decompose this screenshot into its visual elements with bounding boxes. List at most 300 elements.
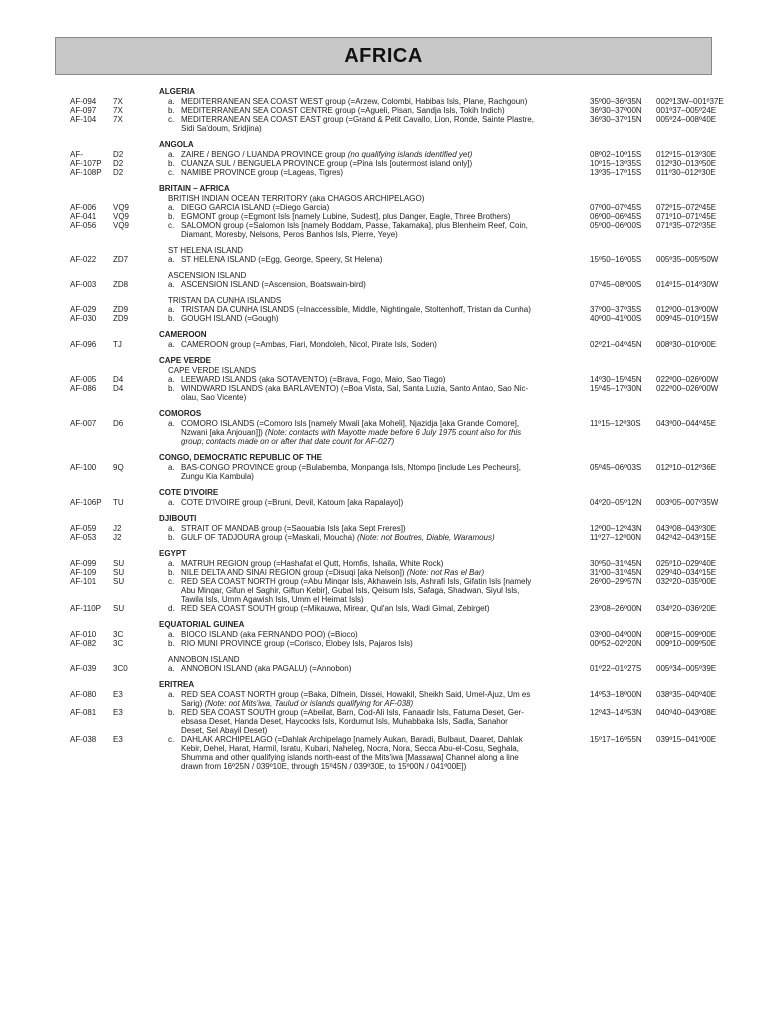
- entry-description: CUANZA SUL / BENGUELA PROVINCE group (=Pina Isls [outermost island only]): [181, 159, 473, 168]
- island-entry: [0, 630, 768, 639]
- entry-description: COMORO ISLANDS (=Comoro Isls [namely Mwali [aka Moheli], Njazidja [aka Grande Comore],: [181, 419, 520, 428]
- entry-letter: d.: [168, 604, 175, 613]
- entry-description: BIOCO ISLAND (aka FERNANDO POO) (=Bioco): [181, 630, 358, 639]
- latitude-range: 12º00–12º43N: [590, 524, 642, 533]
- iota-reference: AF-094: [70, 97, 97, 106]
- island-entry-continuation: [0, 428, 768, 437]
- entry-description: ANNOBON ISLAND (aka PAGALU) (=Annobon): [181, 664, 352, 673]
- callsign-prefix: D6: [113, 419, 124, 428]
- callsign-prefix: E3: [113, 735, 123, 744]
- iota-reference: AF-101: [70, 577, 97, 586]
- country-name: DJIBOUTI: [159, 514, 197, 523]
- island-entry-continuation: [0, 699, 768, 708]
- entry-description: Sidi Sa'doum, Sridjina): [181, 124, 262, 133]
- entry-letter: b.: [168, 314, 175, 323]
- iota-reference: AF-110P: [70, 604, 101, 613]
- country-section: [0, 140, 768, 177]
- entry-description: ST HELENA ISLAND (=Egg, George, Speery, St Helena): [181, 255, 383, 264]
- island-entry-continuation: [0, 717, 768, 726]
- longitude-range: 012º10–012º36E: [656, 463, 717, 472]
- iota-reference: AF-030: [70, 314, 97, 323]
- island-entry: [0, 708, 768, 717]
- entry-description: WINDWARD ISLANDS (aka BARLAVENTO) (=Boa Vista, Sal, Santa Luzia, Santo Antao, Sao Nic-: [181, 384, 529, 393]
- country-name: ERITREA: [159, 680, 195, 689]
- island-entry: [0, 375, 768, 384]
- callsign-prefix: D2: [113, 159, 124, 168]
- entry-description: DAHLAK ARCHIPELAGO (=Dahlak Archipelago [namely Aukan, Baradi, Bulbaut, Daaret, Dahlak: [181, 735, 523, 744]
- island-entry: [0, 604, 768, 613]
- island-entry: [0, 106, 768, 115]
- entry-description: Shumma and other qualifying islands north-east of the Mits'iwa [Massawa] Channel along a line: [181, 753, 519, 762]
- latitude-range: 15º17–16º55N: [590, 735, 642, 744]
- latitude-range: 40º00–41º00S: [590, 314, 642, 323]
- latitude-range: 02º21–04º45N: [590, 340, 642, 349]
- iota-reference: AF-097: [70, 106, 97, 115]
- longitude-range: 012º30–013º50E: [656, 159, 717, 168]
- longitude-range: 001º37–005º24E: [656, 106, 717, 115]
- country-section: [0, 549, 768, 613]
- island-entry: [0, 735, 768, 744]
- latitude-range: 10º15–13º35S: [590, 159, 642, 168]
- latitude-range: 36º30–37º15N: [590, 115, 642, 124]
- country-section: [0, 330, 768, 349]
- entry-description: COTE D'IVOIRE group (=Bruni, Devil, Katoum [aka Rapalayo]): [181, 498, 404, 507]
- entry-description: Sarig) (Note: not Mits'iwa, Taulud or islands qualifying for AF-038): [181, 699, 414, 708]
- longitude-range: 009º10–009º50E: [656, 639, 717, 648]
- entry-description: RED SEA COAST SOUTH group (=Abeilat, Barn, Cod-Ali Isls, Fanaadir Isls, Fatuma Deset, Ger-: [181, 708, 524, 717]
- entry-letter: a.: [168, 419, 175, 428]
- entry-description: LEEWARD ISLANDS (aka SOTAVENTO) (=Brava, Fogo, Maio, Sao Tiago): [181, 375, 446, 384]
- island-entry-continuation: [0, 230, 768, 239]
- latitude-range: 15º50–16º05S: [590, 255, 642, 264]
- page-title: AFRICA: [344, 44, 423, 67]
- island-entry: [0, 314, 768, 323]
- iota-reference: AF-100: [70, 463, 97, 472]
- entry-letter: c.: [168, 577, 175, 586]
- country-heading: [0, 87, 768, 97]
- iota-reference: AF-039: [70, 664, 97, 673]
- callsign-prefix: 7X: [113, 97, 123, 106]
- country-name: ANGOLA: [159, 140, 194, 149]
- entry-description: SALOMON group (=Salomon Isls [namely Boddam, Passe, Takamaka], plus Blenheim Reef, Coin,: [181, 221, 528, 230]
- callsign-prefix: VQ9: [113, 203, 130, 212]
- callsign-prefix: 7X: [113, 106, 123, 115]
- entry-description: NAMIBE PROVINCE group (=Lageas, Tigres): [181, 168, 344, 177]
- entry-letter: b.: [168, 639, 175, 648]
- latitude-range: 36º30–37º00N: [590, 106, 642, 115]
- longitude-range: 011º30–012º30E: [656, 168, 716, 177]
- entry-letter: b.: [168, 384, 175, 393]
- entry-description: MEDITERRANEAN SEA COAST EAST group (=Grand & Petit Cavallo, Lion, Ronde, Sainte Plastre,: [181, 115, 534, 124]
- latitude-range: 05º45–06º03S: [590, 463, 642, 472]
- island-entry: [0, 690, 768, 699]
- callsign-prefix: ZD8: [113, 280, 129, 289]
- callsign-prefix: 9Q: [113, 463, 124, 472]
- latitude-range: 23º08–26º00N: [590, 604, 642, 613]
- group-subtitle-text: CAPE VERDE ISLANDS: [168, 366, 257, 375]
- callsign-prefix: SU: [113, 604, 125, 613]
- island-entry-continuation: [0, 762, 768, 771]
- country-name: BRITAIN – AFRICA: [159, 184, 230, 193]
- longitude-range: 008º30–010º00E: [656, 340, 717, 349]
- island-entry-continuation: [0, 472, 768, 481]
- island-entry-continuation: [0, 753, 768, 762]
- entry-description: Zungu Kia Kambula): [181, 472, 254, 481]
- entry-description: Abu Minqar, Gifun el Saghir, Giftun Kebir], Gubal Isls, Qeisum Isls, Safaga, Shadwan, Siyul Isls,: [181, 586, 520, 595]
- group-subtitle: [0, 296, 768, 305]
- entry-letter: b.: [168, 533, 175, 542]
- entry-description: BAS-CONGO PROVINCE group (=Bulabemba, Monpanga Isls, Ntompo [include Les Pecheurs],: [181, 463, 521, 472]
- iota-reference: AF-080: [70, 690, 97, 699]
- callsign-prefix: D4: [113, 384, 124, 393]
- callsign-prefix: D2: [113, 150, 124, 159]
- latitude-range: 07º45–08º00S: [590, 280, 642, 289]
- latitude-range: 15º45–17º30N: [590, 384, 642, 393]
- latitude-range: 14º53–18º00N: [590, 690, 642, 699]
- group-subtitle-text: TRISTAN DA CUNHA ISLANDS: [168, 296, 282, 305]
- entry-letter: a.: [168, 305, 175, 314]
- longitude-range: 038º35–040º40E: [656, 690, 717, 699]
- latitude-range: 00º52–02º20N: [590, 639, 642, 648]
- island-entry: [0, 639, 768, 648]
- entry-description: ZAIRE / BENGO / LUANDA PROVINCE group (no qualifying islands identified yet): [181, 150, 473, 159]
- callsign-prefix: J2: [113, 524, 122, 533]
- latitude-range: 12º43–14º53N: [590, 708, 642, 717]
- group-subtitle: [0, 246, 768, 255]
- callsign-prefix: TJ: [113, 340, 122, 349]
- country-section: [0, 620, 768, 673]
- entry-description: ASCENSION ISLAND (=Ascension, Boatswain-bird): [181, 280, 366, 289]
- callsign-prefix: SU: [113, 577, 125, 586]
- entry-description: NILE DELTA AND SINAI REGION group (=Disuqi [aka Nelson]) (Note: not Ras el Bar): [181, 568, 485, 577]
- island-entry: [0, 255, 768, 264]
- entry-letter: a.: [168, 280, 175, 289]
- country-section: [0, 514, 768, 542]
- island-entry: [0, 568, 768, 577]
- entry-letter: a.: [168, 524, 175, 533]
- group-subtitle: [0, 655, 768, 664]
- country-heading: [0, 620, 768, 630]
- longitude-range: 025º10–029º40E: [656, 559, 717, 568]
- country-heading: [0, 330, 768, 340]
- iota-reference: AF-106P: [70, 498, 102, 507]
- longitude-range: 005º35–005º50W: [656, 255, 719, 264]
- latitude-range: 08º02–10º15S: [590, 150, 642, 159]
- group-subtitle-text: ANNOBON ISLAND: [168, 655, 240, 664]
- callsign-prefix: 3C: [113, 630, 124, 639]
- entry-description: Tawila Isls, Umm Agawish Isls, Umm el Heimat Isls): [181, 595, 364, 604]
- entry-letter: a.: [168, 203, 175, 212]
- country-section: [0, 184, 768, 323]
- longitude-range: 032º20–035º00E: [656, 577, 717, 586]
- entry-letter: c.: [168, 168, 175, 177]
- entry-description: olau, Sao Vicente): [181, 393, 247, 402]
- latitude-range: 35º00–36º35N: [590, 97, 642, 106]
- iota-reference: AF-038: [70, 735, 97, 744]
- island-entry: [0, 212, 768, 221]
- callsign-prefix: 7X: [113, 115, 123, 124]
- country-heading: [0, 453, 768, 463]
- country-section: [0, 453, 768, 481]
- group-subtitle: [0, 366, 768, 375]
- callsign-prefix: VQ9: [113, 212, 130, 221]
- callsign-prefix: VQ9: [113, 221, 130, 230]
- country-name: COMOROS: [159, 409, 202, 418]
- entry-letter: b.: [168, 212, 175, 221]
- island-entry: [0, 664, 768, 673]
- entry-description: Nzwani [aka Anjouan]]) (Note: contacts with Mayotte made before 6 July 1975 count also for this: [181, 428, 522, 437]
- country-heading: [0, 184, 768, 194]
- entry-letter: b.: [168, 106, 175, 115]
- entry-description: STRAIT OF MANDAB group (=Saouabia Isls [aka Sept Freres]): [181, 524, 406, 533]
- iota-reference: AF-007: [70, 419, 97, 428]
- entry-letter: a.: [168, 498, 175, 507]
- country-heading: [0, 680, 768, 690]
- entry-letter: a.: [168, 375, 175, 384]
- island-entry-continuation: [0, 726, 768, 735]
- entry-description: GOUGH ISLAND (=Gough): [181, 314, 279, 323]
- country-name: CAMEROON: [159, 330, 207, 339]
- longitude-range: 034º20–036º20E: [656, 604, 717, 613]
- latitude-range: 06º00–06º45S: [590, 212, 642, 221]
- iota-reference: AF-096: [70, 340, 97, 349]
- iota-reference: AF-: [70, 150, 83, 159]
- island-entry-continuation: [0, 437, 768, 446]
- entry-letter: a.: [168, 97, 175, 106]
- country-section: [0, 680, 768, 771]
- country-section: [0, 87, 768, 133]
- entry-letter: a.: [168, 150, 175, 159]
- group-subtitle-text: ASCENSION ISLAND: [168, 271, 247, 280]
- island-entry: [0, 305, 768, 314]
- island-entry-continuation: [0, 124, 768, 133]
- latitude-range: 01º22–01º27S: [590, 664, 642, 673]
- callsign-prefix: ZD9: [113, 305, 129, 314]
- iota-reference: AF-059: [70, 524, 97, 533]
- iota-reference: AF-081: [70, 708, 97, 717]
- iota-reference: AF-006: [70, 203, 97, 212]
- entry-description: RED SEA COAST NORTH group (=Baka, Difnein, Dissei, Howakil, Sheikh Said, Umel-Ajuz, Um es: [181, 690, 531, 699]
- country-section: [0, 488, 768, 507]
- latitude-range: 11º27–12º00N: [590, 533, 642, 542]
- island-entry: [0, 203, 768, 212]
- island-entry-continuation: [0, 744, 768, 753]
- callsign-prefix: ZD9: [113, 314, 129, 323]
- iota-reference: AF-109: [70, 568, 97, 577]
- group-subtitle-text: BRITISH INDIAN OCEAN TERRITORY (aka CHAGOS ARCHIPELAGO): [168, 194, 425, 203]
- country-heading: [0, 549, 768, 559]
- country-section: [0, 356, 768, 402]
- callsign-prefix: TU: [113, 498, 124, 507]
- latitude-range: 04º20–05º12N: [590, 498, 642, 507]
- island-entry: [0, 384, 768, 393]
- group-spacer: [0, 239, 768, 246]
- island-entry-continuation: [0, 595, 768, 604]
- callsign-prefix: SU: [113, 568, 125, 577]
- entry-description: Kebir, Dehel, Harat, Harmil, Isratu, Kubari, Naheleg, Nocra, Nora, Secca Abu-el-Cosu, Seghala,: [181, 744, 519, 753]
- latitude-range: 31º00–31º45N: [590, 568, 642, 577]
- latitude-range: 05º00–06º00S: [590, 221, 642, 230]
- island-entry: [0, 419, 768, 428]
- longitude-range: 008º15–009º00E: [656, 630, 717, 639]
- iota-reference: AF-010: [70, 630, 97, 639]
- callsign-prefix: ZD7: [113, 255, 129, 264]
- iota-reference: AF-104: [70, 115, 97, 124]
- group-spacer: [0, 264, 768, 271]
- longitude-range: 040º40–043º08E: [656, 708, 717, 717]
- entry-letter: b.: [168, 708, 175, 717]
- island-entry: [0, 150, 768, 159]
- country-name: EQUATORIAL GUINEA: [159, 620, 245, 629]
- entry-letter: a.: [168, 463, 175, 472]
- entry-description: Deset, Sel Abayil Deset): [181, 726, 268, 735]
- iota-reference: AF-082: [70, 639, 97, 648]
- entry-description: MEDITERRANEAN SEA COAST WEST group (=Arzew, Colombi, Habibas Isls, Plane, Rachgoun): [181, 97, 528, 106]
- iota-reference: AF-003: [70, 280, 97, 289]
- country-heading: [0, 356, 768, 366]
- entry-letter: b.: [168, 159, 175, 168]
- entry-letter: c.: [168, 221, 175, 230]
- latitude-range: 13º35–17º15S: [590, 168, 642, 177]
- longitude-range: 012º15–013º30E: [656, 150, 717, 159]
- longitude-range: 043º00–044º45E: [656, 419, 717, 428]
- callsign-prefix: D2: [113, 168, 124, 177]
- island-entry: [0, 524, 768, 533]
- callsign-prefix: E3: [113, 708, 123, 717]
- island-entry: [0, 559, 768, 568]
- longitude-range: 014º15–014º30W: [656, 280, 719, 289]
- entry-letter: b.: [168, 568, 175, 577]
- entry-letter: a.: [168, 559, 175, 568]
- group-spacer: [0, 648, 768, 655]
- longitude-range: 022º00–026º00W: [656, 384, 719, 393]
- group-subtitle: [0, 194, 768, 203]
- island-entry: [0, 533, 768, 542]
- latitude-range: 30º50–31º45N: [590, 559, 642, 568]
- entry-description: EGMONT group (=Egmont Isls [namely Lubine, Sudest], plus Danger, Eagle, Three Brothers): [181, 212, 511, 221]
- country-name: EGYPT: [159, 549, 187, 558]
- iota-reference: AF-086: [70, 384, 97, 393]
- island-entry-continuation: [0, 393, 768, 402]
- entry-description: ebsasa Deset, Handa Deset, Haycocks Isls, Kordumut Isls, Muhabbaka Isls, Sadla, Sanahor: [181, 717, 508, 726]
- latitude-range: 07º00–07º45S: [590, 203, 642, 212]
- iota-reference: AF-099: [70, 559, 97, 568]
- longitude-range: 022º00–026º00W: [656, 375, 719, 384]
- country-heading: [0, 514, 768, 524]
- island-entry: [0, 280, 768, 289]
- longitude-range: 071º35–072º35E: [656, 221, 717, 230]
- entry-description: MATRUH REGION group (=Hashafat el Qutt, Homfis, Ishaila, White Rock): [181, 559, 444, 568]
- longitude-range: 002º13W–001º37E: [656, 97, 724, 106]
- group-subtitle-text: ST HELENA ISLAND: [168, 246, 243, 255]
- entry-description: GULF OF TADJOURA group (=Maskali, Moucha) (Note: not Boutres, Diable, Waramous): [181, 533, 495, 542]
- island-list: [0, 87, 768, 778]
- callsign-prefix: 3C: [113, 639, 124, 648]
- iota-reference: AF-056: [70, 221, 97, 230]
- longitude-range: 005º24–008º40E: [656, 115, 717, 124]
- entry-letter: c.: [168, 115, 175, 124]
- iota-reference: AF-053: [70, 533, 97, 542]
- page-header-banner: [55, 37, 712, 75]
- latitude-range: 03º00–04º00N: [590, 630, 642, 639]
- longitude-range: 071º10–071º45E: [656, 212, 717, 221]
- entry-description: drawn from 16º25N / 039º10E, through 15º45N / 039º30E, to 15º00N / 041º00E]): [181, 762, 467, 771]
- island-entry: [0, 159, 768, 168]
- entry-description: RIO MUNI PROVINCE group (=Corisco, Elobey Isls, Pajaros Isls): [181, 639, 413, 648]
- entry-description: DIEGO GARCIA ISLAND (=Diego Garcia): [181, 203, 330, 212]
- entry-letter: a.: [168, 664, 175, 673]
- longitude-range: 039º15–041º00E: [656, 735, 717, 744]
- callsign-prefix: 3C0: [113, 664, 128, 673]
- iota-reference: AF-107P: [70, 159, 102, 168]
- country-heading: [0, 488, 768, 498]
- country-heading: [0, 409, 768, 419]
- entry-description: group; contacts made on or after that date count for AF-027): [181, 437, 395, 446]
- country-name: ALGERIA: [159, 87, 195, 96]
- island-entry: [0, 97, 768, 106]
- entry-letter: a.: [168, 340, 175, 349]
- entry-description: TRISTAN DA CUNHA ISLANDS (=Inaccessible, Middle, Nightingale, Stoltenhoff, Tristan da Cunha): [181, 305, 531, 314]
- longitude-range: 012º00–013º00W: [656, 305, 719, 314]
- island-entry: [0, 115, 768, 124]
- iota-reference: AF-108P: [70, 168, 102, 177]
- latitude-range: 37º00–37º35S: [590, 305, 642, 314]
- group-spacer: [0, 289, 768, 296]
- island-entry: [0, 168, 768, 177]
- longitude-range: 043º08–043º30E: [656, 524, 717, 533]
- country-section: [0, 409, 768, 446]
- entry-letter: a.: [168, 630, 175, 639]
- country-name: COTE D'IVOIRE: [159, 488, 219, 497]
- iota-reference: AF-041: [70, 212, 97, 221]
- entry-description: RED SEA COAST SOUTH group (=Mikauwa, Mirear, Qul'an Isls, Wadi Gimal, Zebirget): [181, 604, 490, 613]
- country-heading: [0, 140, 768, 150]
- longitude-range: 005º34–005º39E: [656, 664, 717, 673]
- island-entry-continuation: [0, 586, 768, 595]
- callsign-prefix: D4: [113, 375, 124, 384]
- longitude-range: 029º40–034º15E: [656, 568, 717, 577]
- island-entry: [0, 577, 768, 586]
- entry-description: CAMEROON group (=Ambas, Fiari, Mondoleh, Nicol, Pirate Isls, Soden): [181, 340, 437, 349]
- country-name: CONGO, DEMOCRATIC REPUBLIC OF THE: [159, 453, 322, 462]
- iota-reference: AF-029: [70, 305, 97, 314]
- island-entry: [0, 498, 768, 507]
- island-entry: [0, 463, 768, 472]
- entry-letter: c.: [168, 735, 175, 744]
- entry-letter: a.: [168, 690, 175, 699]
- latitude-range: 26º00–29º57N: [590, 577, 642, 586]
- entry-description: Diamant, Moresby, Nelsons, Peros Banhos Isls, Pierre, Yeye): [181, 230, 398, 239]
- iota-reference: AF-005: [70, 375, 97, 384]
- island-entry: [0, 221, 768, 230]
- callsign-prefix: J2: [113, 533, 122, 542]
- latitude-range: 14º30–15º45N: [590, 375, 642, 384]
- callsign-prefix: SU: [113, 559, 125, 568]
- callsign-prefix: E3: [113, 690, 123, 699]
- country-name: CAPE VERDE: [159, 356, 212, 365]
- group-subtitle: [0, 271, 768, 280]
- longitude-range: 072º15–072º45E: [656, 203, 717, 212]
- longitude-range: 042º42–043º15E: [656, 533, 717, 542]
- entry-letter: a.: [168, 255, 175, 264]
- longitude-range: 003º05–007º35W: [656, 498, 719, 507]
- entry-description: MEDITERRANEAN SEA COAST CENTRE group (=Agueli, Pisan, Sandja Isls, Tokih Indich): [181, 106, 505, 115]
- latitude-range: 11º15–12º30S: [590, 419, 641, 428]
- iota-reference: AF-022: [70, 255, 97, 264]
- island-entry: [0, 340, 768, 349]
- entry-description: RED SEA COAST NORTH group (=Abu Minqar Isls, Akhawein Isls, Ashrafi Isls, Gifatin Isls [namely: [181, 577, 532, 586]
- longitude-range: 009º45–010º15W: [656, 314, 719, 323]
